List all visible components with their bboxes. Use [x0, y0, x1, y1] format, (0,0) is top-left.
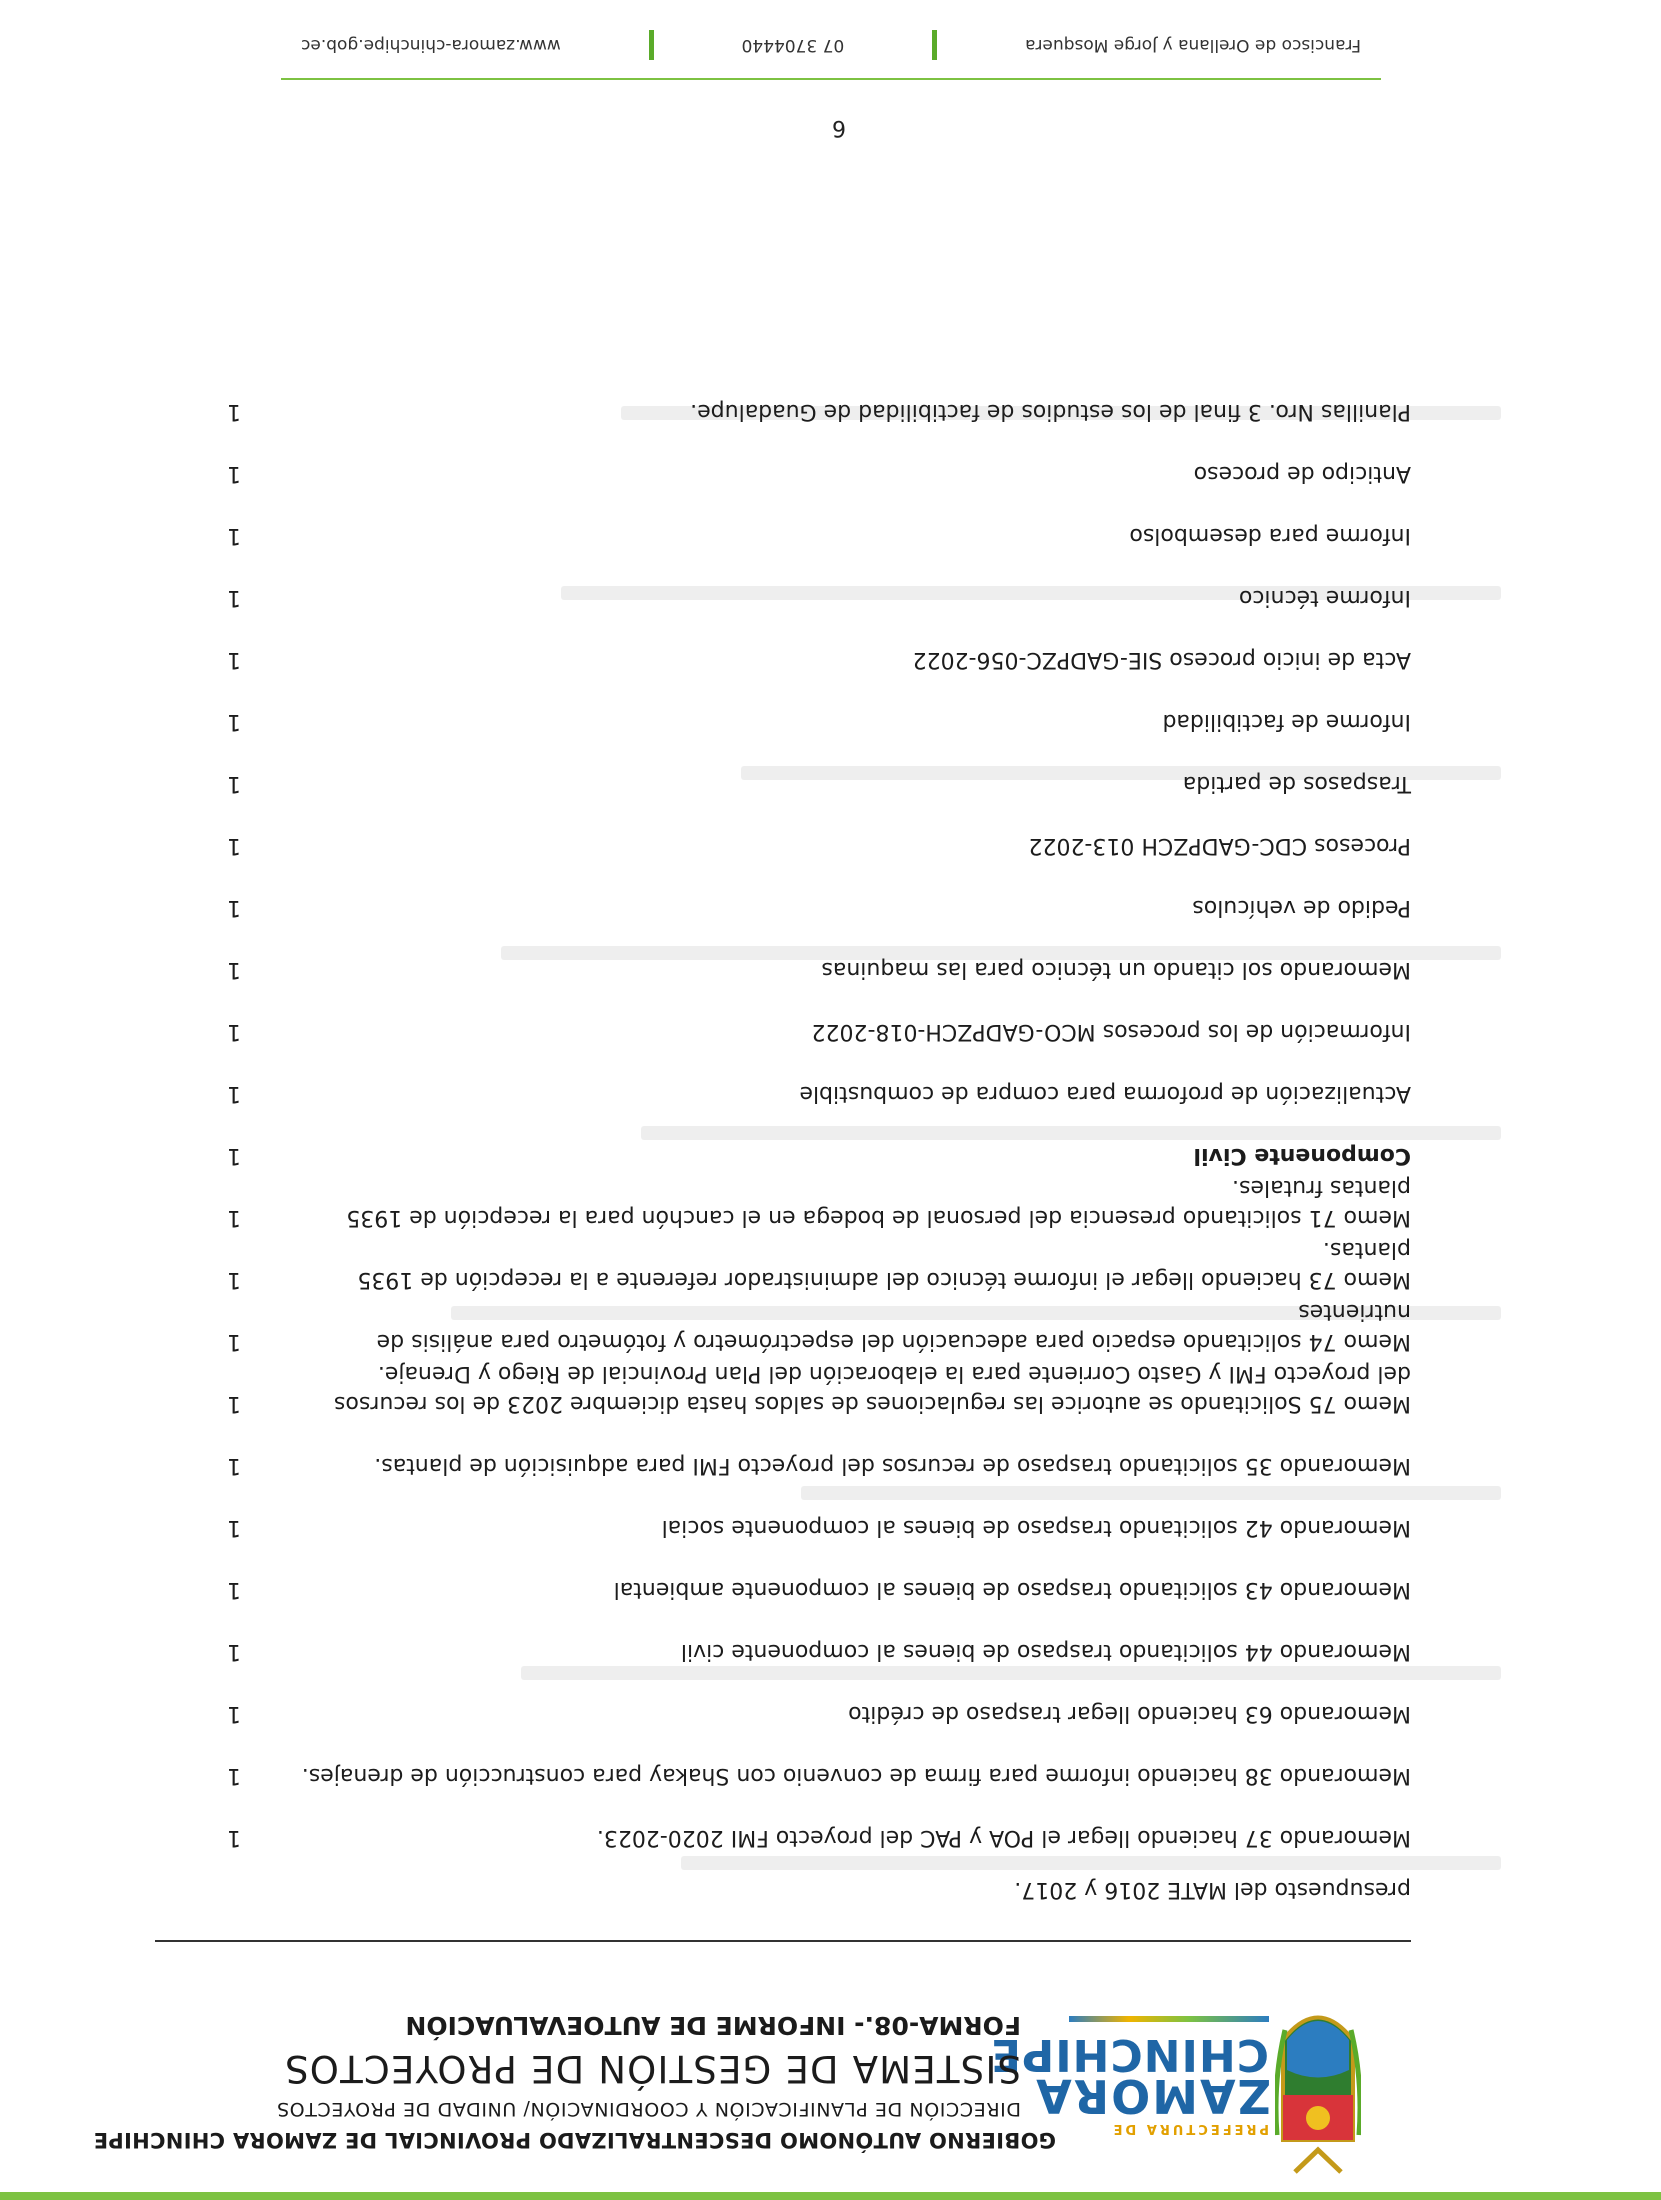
activity-row: [211, 674, 1411, 736]
activity-quantity: 1: [227, 895, 241, 920]
activity-row: [211, 1232, 1411, 1294]
prefectura-logo: [989, 1980, 1361, 2180]
document-header: [0, 1940, 1661, 2200]
activity-row: [211, 1480, 1411, 1542]
activity-quantity: 1: [227, 1081, 241, 1106]
activity-quantity: 1: [227, 1825, 241, 1850]
activity-row: [211, 984, 1411, 1046]
activity-description: Memorando 35 solicitando traspaso de recursos del proyecto FMI para adquisición de plantas.: [374, 1453, 1411, 1478]
logo-zamora-text: ZAMORA: [1034, 2069, 1271, 2123]
activity-quantity: 1: [227, 585, 241, 610]
activity-description: presupuesto del MATE 2016 y 2017.: [1014, 1877, 1411, 1902]
page-number: 6: [832, 115, 846, 140]
activity-quantity: 1: [227, 523, 241, 548]
activity-description: Componente Civil: [1193, 1143, 1411, 1168]
activity-row: [211, 922, 1411, 984]
activity-row: [211, 1790, 1411, 1852]
logo-prefectura-text: PREFECTURA DE: [1110, 2121, 1269, 2136]
activity-quantity: 1: [227, 461, 241, 486]
activity-description: Procesos CDC-GADPZCH 013-2022: [1028, 833, 1411, 858]
activity-description: Informe de factibilidad: [1162, 709, 1411, 734]
activity-quantity: 1: [227, 1205, 241, 1230]
activity-row: [211, 1170, 1411, 1232]
activity-description: Memorando 37 haciendo llegar el POA y PAC del proyecto FMI 2020-2023.: [596, 1825, 1411, 1850]
activity-description: Información de los procesos MCO-GADPZCH-018-2022: [811, 1019, 1411, 1044]
activity-description: Pedido de vehículos: [1192, 895, 1411, 920]
activity-quantity: 1: [227, 1391, 241, 1416]
activity-description: Memorando 42 solicitando traspaso de bienes al componente social: [661, 1515, 1411, 1540]
section-heading-row: [211, 1108, 1411, 1170]
logo-chinchipe-text: CHINCHIPE: [989, 2029, 1269, 2080]
activity-description: Anticipo de proceso: [1193, 461, 1411, 486]
activity-quantity: 1: [227, 1329, 241, 1354]
activity-row: [211, 612, 1411, 674]
activity-description: Memorando sol citando un técnico para las maquinas: [821, 957, 1411, 982]
government-title: GOBIERNO AUTÓNOMO DESCENTRALIZADO PROVINCIAL DE ZAMORA CHINCHIPE: [93, 2128, 1056, 2152]
activity-quantity: 1: [227, 957, 241, 982]
activity-row: [211, 488, 1411, 550]
header-divider: [155, 1940, 1411, 1942]
activity-description: Traspasos de partida: [1182, 771, 1411, 796]
activity-quantity: 1: [227, 1515, 241, 1540]
form-title: FORMA-08.- INFORME DE AUTOEVALUACIÓN: [405, 2011, 1021, 2040]
activity-row: [211, 1604, 1411, 1666]
activity-row: [211, 426, 1411, 488]
activity-row: [211, 860, 1411, 922]
system-title: SISTEMA DE GESTIÓN DE PROYECTOS: [283, 2047, 1021, 2090]
activity-description: Planillas Nro. 3 final de los estudios de factibilidad de Guadalupe.: [690, 399, 1411, 424]
activity-row: [211, 1666, 1411, 1728]
activity-description: Memo 71 solicitando presencia del personal de bodega en el canchón para la recepción de 1935 plantas frutales.: [346, 1175, 1411, 1230]
footer-divider: [281, 78, 1381, 80]
activity-list: [211, 364, 1411, 1904]
department-title: DIRECCIÓN DE PLANIFICACIÓN Y COORDINACIÓN/ UNIDAD DE PROYECTOS: [276, 2098, 1021, 2120]
activity-row: [211, 1418, 1411, 1480]
activity-quantity: 1: [227, 1701, 241, 1726]
header-green-bar: [0, 2192, 1661, 2200]
activity-quantity: 1: [227, 1577, 241, 1602]
footer-separator: [649, 30, 654, 60]
document-footer: [281, 25, 1381, 65]
activity-quantity: 1: [227, 1267, 241, 1292]
activity-description: Memo 73 haciendo llegar el informe técnico del administrador referente a la recepción de 1935 plantas.: [357, 1237, 1411, 1292]
footer-phone: 07 3704440: [741, 35, 845, 55]
activity-row: [211, 364, 1411, 426]
activity-row: [211, 736, 1411, 798]
activity-quantity: 1: [227, 709, 241, 734]
activity-quantity: 1: [227, 833, 241, 858]
activity-description: Memorando 38 haciendo informe para firma de convenio con Shakay para construcción de drenajes.: [301, 1763, 1411, 1788]
provincial-crest-icon: [1275, 1990, 1361, 2180]
activity-quantity: 1: [227, 1019, 241, 1044]
activity-description: Informe técnico: [1238, 585, 1411, 610]
activity-description: Memorando 43 solicitando traspaso de bienes al componente ambiental: [613, 1577, 1411, 1602]
activity-description: Actualización de proforma para compra de combustible: [799, 1081, 1411, 1106]
activity-row: [211, 550, 1411, 612]
activity-description: Informe para desembolso: [1129, 523, 1411, 548]
activity-description: Memorando 44 solicitando traspaso de bienes al componente civil: [680, 1639, 1411, 1664]
activity-quantity: 1: [227, 399, 241, 424]
activity-row: [211, 1852, 1411, 1904]
activity-row: [211, 1294, 1411, 1356]
logo-underline: [1069, 2016, 1269, 2022]
footer-separator: [932, 30, 937, 60]
activity-quantity: 1: [227, 1143, 241, 1168]
activity-description: Acta de inicio proceso SIE-GADPZC-056-2022: [912, 647, 1411, 672]
activity-description: Memo 75 Solicitando se autorice las regulaciones de saldos hasta diciembre 2023 de los recursos del proyecto FMI y Gasto Corriente para la elaboración del Plan Provincial de Riego y Drenaje.: [333, 1361, 1411, 1416]
activity-quantity: 1: [227, 1453, 241, 1478]
activity-quantity: 1: [227, 1763, 241, 1788]
activity-row: [211, 1728, 1411, 1790]
activity-quantity: 1: [227, 647, 241, 672]
activity-description: Memo 74 solicitando espacio para adecuación del espectrómetro y fotómetro para análisis de nutrientes: [376, 1299, 1411, 1354]
footer-website[interactable]: www.zamora-chinchipe.gob.ec: [301, 35, 561, 55]
activity-row: [211, 1542, 1411, 1604]
activity-quantity: 1: [227, 1639, 241, 1664]
activity-row: [211, 1046, 1411, 1108]
activity-quantity: 1: [227, 771, 241, 796]
activity-row: [211, 798, 1411, 860]
activity-row: [211, 1356, 1411, 1418]
activity-description: Memorando 63 haciendo llegar traspaso de crédito: [848, 1701, 1411, 1726]
footer-address: Francisco de Orellana y Jorge Mosquera: [1025, 35, 1361, 55]
